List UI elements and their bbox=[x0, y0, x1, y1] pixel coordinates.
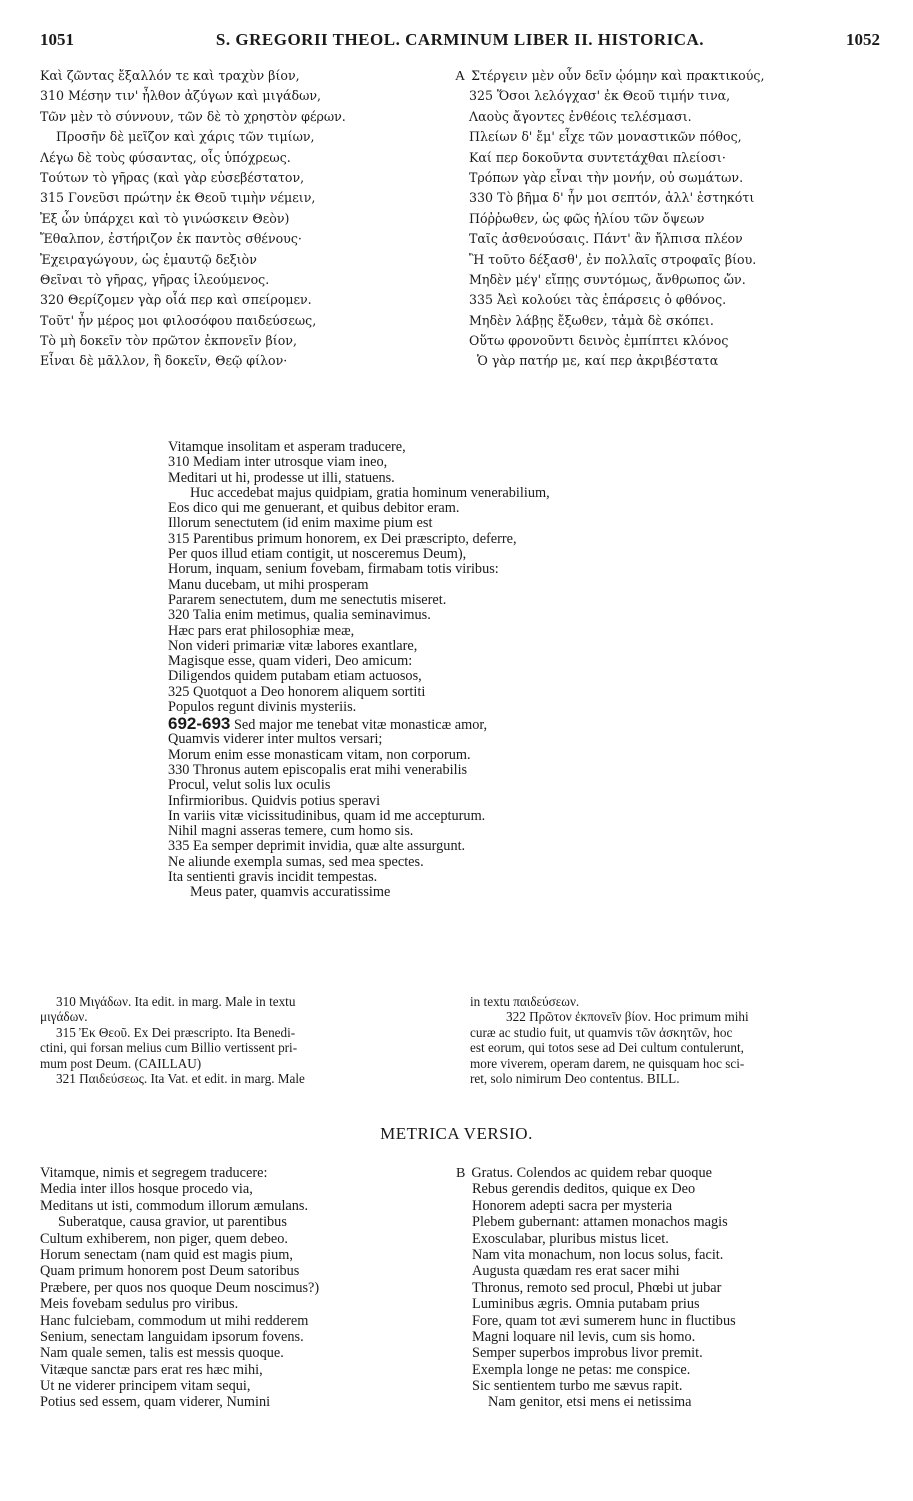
greek-line: Ταῖς ἀσθενούσαις. Πάντ' ἂν ἤλπισα πλέον bbox=[469, 231, 743, 247]
latin-line: Morum enim esse monasticam vitam, non corporum. bbox=[168, 747, 471, 763]
page-header bbox=[40, 30, 880, 56]
running-title: S. GREGORII THEOL. CARMINUM LIBER II. HISTORICA. bbox=[215, 30, 705, 49]
verse-line: Semper superbos improbus livor premit. bbox=[472, 1345, 703, 1362]
note-line: ctini, qui forsan melius cum Billio vertissent pri- bbox=[40, 1040, 298, 1056]
greek-line: Τούτων τὸ γῆρας (καὶ γὰρ εὐσεβέστατον, bbox=[40, 169, 305, 185]
latin-line: Populos regunt divinis mysteriis. bbox=[168, 700, 357, 716]
note-line: 322 Πρῶτον ἐκπονεῖν βίον. Hoc primum mihi bbox=[506, 1009, 749, 1025]
latin-line: Non videri primariæ vitæ labores exantlare, bbox=[168, 638, 418, 654]
greek-line: 330 Τὸ βῆμα δ' ἦν μοι σεπτόν, ἀλλ' ἑστηκότι bbox=[469, 190, 755, 206]
latin-line: 325 Quotquot a Deo honorem aliquem sortiti bbox=[168, 684, 426, 700]
latin-line: 335 Ea semper deprimit invidia, quæ alte assurgunt. bbox=[168, 839, 466, 855]
notes-column-left bbox=[40, 994, 455, 1086]
greek-line: Ὁ γὰρ πατήρ με, καί περ ἀκριβέστατα bbox=[477, 353, 719, 369]
greek-line: Πλείων δ' ἔμ' εἶχε τῶν μοναστικῶν πόθος, bbox=[469, 129, 742, 145]
latin-line: 330 Thronus autem episcopalis erat mihi venerabilis bbox=[168, 762, 468, 778]
greek-line: Στέργειν μὲν οὖν δεῖν ᾠόμην καὶ πρακτικούς, bbox=[471, 68, 765, 83]
verse-line: Vitæque sanctæ pars erat res hæc mihi, bbox=[40, 1361, 263, 1378]
latin-line: In variis vitæ vicissitudinibus, quam id me accepturum. bbox=[168, 808, 486, 824]
latin-line: Diligendos quidem putabam etiam actuosos, bbox=[168, 669, 422, 685]
verse-line: Luminibus ægris. Omnia putabam prius bbox=[472, 1296, 700, 1313]
verse-line: Fore, quam tot ævi sumerem hunc in fluctibus bbox=[472, 1312, 736, 1329]
greek-line: 320 Θερίζομεν γὰρ οἷά περ καὶ σπείρομεν. bbox=[40, 292, 312, 308]
verse-line: Senium, senectam languidam ipsorum fovens. bbox=[40, 1328, 304, 1345]
latin-line: Magisque esse, quam videri, Deo amicum: bbox=[168, 654, 413, 670]
greek-line: Εἶναι δὲ μᾶλλον, ἢ δοκεῖν, Θεῷ φίλον· bbox=[40, 353, 288, 369]
note-line: 321 Παιδεύσεως. Ita Vat. et edit. in marg. Male bbox=[56, 1070, 305, 1086]
note-line: 310 Μιγάδων. Ita edit. in marg. Male in textu bbox=[56, 994, 296, 1009]
verse-line: Exosculabar, pluribus mistus licet. bbox=[472, 1230, 669, 1247]
verse-line: Exempla longe ne petas: me conspice. bbox=[472, 1361, 691, 1378]
note-line: μιγάδων. bbox=[40, 1009, 88, 1025]
greek-line: 315 Γονεῦσι πρώτην ἐκ Θεοῦ τιμὴν νέμειν, bbox=[40, 190, 316, 206]
greek-line: Λαοὺς ἄγοντες ἐνθέοις τελέσμασι. bbox=[469, 108, 692, 124]
verse-line: Sic sentientem turbo me sævus rapit. bbox=[472, 1378, 683, 1395]
greek-line: Οὕτω φρονοῦντι δεινὸς ἐμπίπτει κλόνος bbox=[469, 333, 729, 349]
greek-line: Ἔθαλπον, ἐστήριζον ἐκ παντὸς σθένους· bbox=[40, 231, 302, 247]
latin-line: Procul, velut solis lux oculis bbox=[168, 778, 331, 794]
latin-line: Huc accedebat majus quidpiam, gratia hominum venerabilium, bbox=[190, 485, 550, 501]
verse-line: Gratus. Colendos ac quidem rebar quoque bbox=[471, 1165, 712, 1181]
latin-line: Infirmioribus. Quidvis potius speravi bbox=[168, 793, 381, 809]
verse-line: Nam vita monachum, non locus solus, facit. bbox=[472, 1246, 724, 1263]
greek-column-right bbox=[455, 66, 875, 372]
verse-line: Nam quale semen, talis est messis quoque. bbox=[40, 1345, 284, 1362]
greek-line: Πόῤῥωθεν, ὡς φῶς ἡλίου τῶν ὄψεων bbox=[469, 210, 705, 226]
verse-line: Quam primum honorem post Deum satoribus bbox=[40, 1263, 300, 1280]
greek-line: Ἐξ ὧν ὑπάρχει καὶ τὸ γινώσκειν Θεὸν) bbox=[40, 210, 290, 226]
margin-marker-a: A bbox=[455, 69, 466, 84]
section-title: METRICA VERSIO. bbox=[380, 1124, 533, 1143]
latin-line: Nihil magni asseras temere, cum homo sis. bbox=[168, 824, 414, 840]
verse-line: Cultum exhiberem, non piger, quem debeo. bbox=[40, 1230, 288, 1247]
verse-line: Media inter illos hosque procedo via, bbox=[40, 1181, 253, 1198]
latin-line: 320 Talia enim metimus, qualia seminavimus. bbox=[168, 608, 431, 624]
page-number-right: 1052 bbox=[846, 30, 880, 49]
metrica-column-right bbox=[456, 1165, 886, 1411]
greek-line: Καί περ δοκοῦντα συντετάχθαι πλείοσι· bbox=[469, 149, 726, 165]
note-line: ret, solo nimirum Deo contentus. BILL. bbox=[470, 1070, 680, 1086]
latin-line: Ne aliunde exempla sumas, sed mea spectes. bbox=[168, 854, 424, 870]
greek-line: Τῶν μὲν τὸ σύννουν, τῶν δὲ τὸ χρηστὸν φέρων. bbox=[40, 108, 346, 124]
verse-line: Augusta quædam res erat sacer mihi bbox=[472, 1263, 680, 1280]
verse-line: Magni loquare nil levis, cum sis homo. bbox=[472, 1328, 696, 1345]
verse-line: Meis fovebam sedulus pro viribus. bbox=[40, 1296, 239, 1313]
verse-line: Meditans ut isti, commodum illorum æmulans. bbox=[40, 1197, 309, 1214]
verse-line: Nam genitor, etsi mens ei netissima bbox=[488, 1394, 692, 1411]
verse-line: Thronus, remoto sed procul, Phœbi ut jubar bbox=[472, 1279, 722, 1296]
latin-line: Sed major me tenebat vitæ monasticæ amor, bbox=[233, 717, 488, 733]
verse-line: Suberatque, causa gravior, ut parentibus bbox=[58, 1214, 287, 1231]
greek-line: Μηδὲν λάβῃς ἔξωθεν, τἀμὰ δὲ σκόπει. bbox=[469, 312, 714, 328]
verse-line: Præbere, per quos nos quoque Deum noscimus?) bbox=[40, 1279, 320, 1296]
latin-line: 310 Mediam inter utrosque viam ineo, bbox=[168, 455, 388, 471]
greek-line: Ἐχειραγώγουν, ὡς ἐμαυτῷ δεξιὸν bbox=[40, 251, 257, 267]
latin-line: Per quos illud etiam contigit, ut nosceremus Deum), bbox=[168, 547, 467, 563]
verse-line: Vitamque, nimis et segregem traducere: bbox=[40, 1165, 268, 1181]
latin-line: Quamvis viderer inter multos versari; bbox=[168, 732, 383, 748]
note-line: 315 Ἐκ Θεοῦ. Ex Dei præscripto. Ita Benedi- bbox=[56, 1024, 296, 1040]
latin-line: Meditari ut hi, prodesse ut illi, statuens. bbox=[168, 470, 395, 486]
verse-line: Horum senectam (nam quid est magis pium, bbox=[40, 1246, 293, 1263]
greek-line: Μηδὲν μέγ' εἴπῃς συντόμως, ἄνθρωπος ὤν. bbox=[469, 271, 746, 287]
verse-line: Rebus gerendis deditos, quique ex Deo bbox=[472, 1181, 696, 1198]
latin-line: Eos dico qui me genuerant, et quibus debitor eram. bbox=[168, 501, 460, 517]
greek-line: Προσῆν δὲ μεῖζον καὶ χάρις τῶν τιμίων, bbox=[56, 129, 315, 145]
greek-line: 310 Μέσην τιν' ἦλθον ἀζύγων καὶ μιγάδων, bbox=[40, 88, 322, 104]
latin-line: Ita sentienti gravis incidit tempestas. bbox=[168, 870, 378, 886]
latin-line: 315 Parentibus primum honorem, ex Dei præscripto, deferre, bbox=[168, 531, 517, 547]
greek-line: Θεῖναι τὸ γῆρας, γῆρας ἱλεούμενος. bbox=[40, 271, 270, 287]
verse-line: Potius sed essem, quam viderer, Numini bbox=[40, 1394, 271, 1411]
greek-line: Τοῦτ' ἦν μέρος μοι φιλοσόφου παιδεύσεως, bbox=[40, 312, 317, 328]
notes-column-right bbox=[470, 994, 880, 1086]
greek-line: Καὶ ζῶντας ἔξαλλόν τε καὶ τραχὺν βίον, bbox=[40, 68, 300, 83]
column-number: 692-693 bbox=[168, 715, 231, 733]
greek-line: Τρόπων γὰρ εἶναι τὴν μονήν, οὐ σωμάτων. bbox=[469, 169, 744, 185]
greek-line: 325 Ὅσοι λελόγχασ' ἐκ Θεοῦ τιμήν τινα, bbox=[469, 88, 731, 104]
latin-line: Meus pater, quamvis accuratissime bbox=[190, 885, 391, 901]
greek-line: Λέγω δὲ τοὺς φύσαντας, οἷς ὑπόχρεως. bbox=[40, 149, 291, 165]
note-line: in textu παιδεύσεων. bbox=[470, 994, 580, 1009]
margin-marker-b: B bbox=[456, 1166, 466, 1181]
greek-column-left bbox=[40, 66, 440, 372]
note-line: curæ ac studio fuit, ut quamvis τῶν ἀσκητῶν, hoc bbox=[470, 1024, 733, 1040]
note-line: more viverem, operam darem, ne quisquam hoc sci- bbox=[470, 1055, 745, 1071]
metrica-column-left bbox=[40, 1165, 450, 1411]
greek-line: Τὸ μὴ δοκεῖν τὸν πρῶτον ἐκπονεῖν βίον, bbox=[40, 333, 297, 349]
latin-translation bbox=[168, 440, 728, 901]
latin-line: Horum, inquam, senium fovebam, firmabam totis viribus: bbox=[168, 562, 499, 578]
note-line: est eorum, qui totos sese ad Dei cultum contulerunt, bbox=[470, 1040, 744, 1056]
verse-line: Hanc fulciebam, commodum ut mihi redderem bbox=[40, 1312, 309, 1329]
latin-line: Vitamque insolitam et asperam traducere, bbox=[168, 440, 406, 455]
verse-line: Honorem adepti sacra per mysteria bbox=[472, 1197, 673, 1214]
latin-line: Manu ducebam, ut mihi prosperam bbox=[168, 577, 369, 593]
verse-line: Ut ne viderer principem vitam sequi, bbox=[40, 1378, 251, 1395]
latin-line: Hæc pars erat philosophiæ meæ, bbox=[168, 623, 355, 639]
verse-line: Plebem gubernant: attamen monachos magis bbox=[472, 1214, 728, 1231]
greek-line: 335 Ἀεὶ κολούει τὰς ἐπάρσεις ὁ φθόνος. bbox=[469, 292, 727, 308]
page-number-left: 1051 bbox=[40, 30, 74, 49]
latin-line: Illorum senectutem (id enim maxime pium est bbox=[168, 516, 433, 532]
greek-line: Ἢ τοῦτο δέξασθ', ἐν πολλαῖς στροφαῖς βίου. bbox=[469, 251, 757, 267]
latin-line: Pararem senectutem, dum me senectutis miseret. bbox=[168, 592, 447, 608]
note-line: mum post Deum. (CAILLAU) bbox=[40, 1055, 202, 1071]
